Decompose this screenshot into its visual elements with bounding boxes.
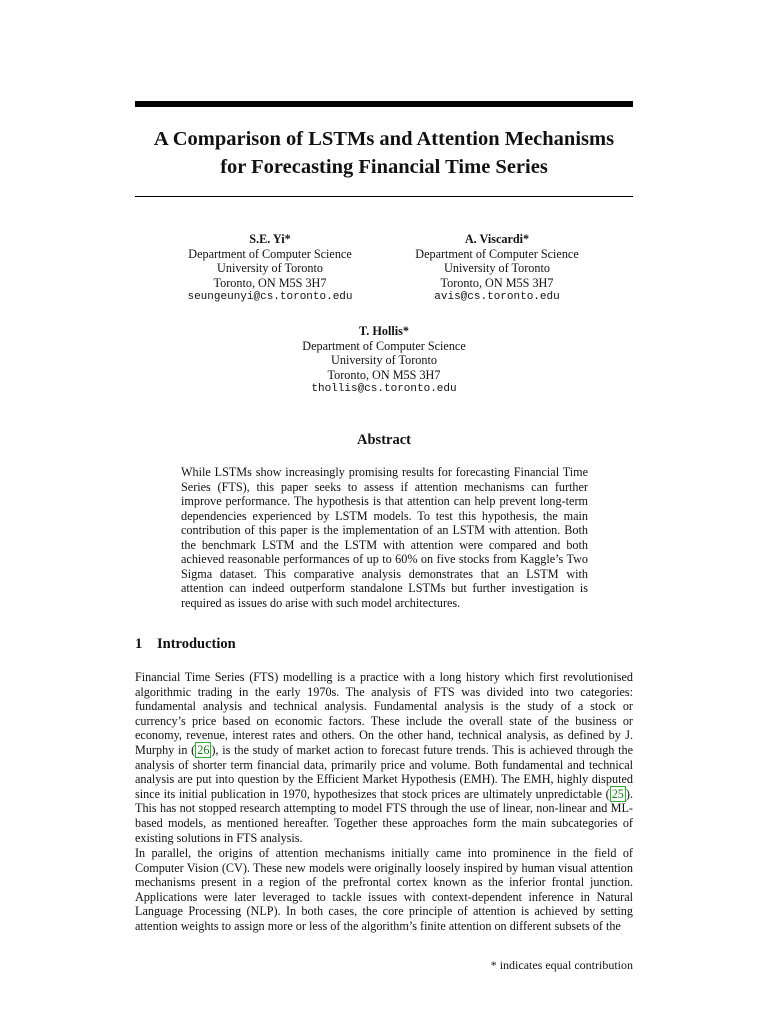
section-number: 1 [135,636,143,652]
author-dept: Department of Computer Science [302,338,466,353]
author-univ: University of Toronto [331,353,437,368]
author-dept: Department of Computer Science [188,246,352,261]
author-name: T. Hollis* [359,324,409,338]
author-name: A. Viscardi* [464,232,530,246]
abstract-heading: Abstract [357,432,411,448]
intro-paragraph-1 [135,670,633,845]
title-rule [135,196,633,197]
intro-text-b: ), is the study of market action to forecast future trends. This is achieved through the analysis of shorter term financial data, primarily price and volume. Both fundamental and technical analysis are put into question by the Efficient Market Hypothesis (EMH). The EMH, highly disputed since its initial publication in 1970, hypothesizes that stock prices are ultimately unpredictable ( [135,742,634,801]
paper-title [100,125,668,181]
section-heading [135,636,236,653]
author-block-2 [397,232,597,305]
footnote: * indicates equal contribution [490,958,633,972]
author-address: Toronto, ON M5S 3H7 [327,367,441,382]
author-univ: University of Toronto [444,261,550,276]
top-rule [135,101,633,107]
author-email: thollis@cs.toronto.edu [311,383,457,396]
citation-link[interactable]: 25 [611,786,624,801]
intro-paragraph-2: In parallel, the origins of attention mechanisms initially came into prominence in the field of Computer Vision (CV). These new models were originally loosely inspired by human visual attention mechanisms present in a region of the prefrontal cortex known as the inferior frontal junction. Applications were later leveraged to tackle issues with context-dependent inference in Natural Language Processing (NLP). In both cases, the core principle of attention is achieved by setting attention weights to assign more or less of the algorithm’s finite attention on different subsets of the [135,846,633,933]
abstract-text: While LSTMs show increasingly promising results for forecasting Financial Time Series (FTS), this paper seeks to assess if attention mechanisms can further improve performance. The hypothesis is that attention can help prevent long-term dependencies experienced by LSTM models. To test this hypothesis, the main contribution of this paper is the implementation of an LSTM with attention. Both the benchmark LSTM and the LSTM with attention were compared and both achieved reasonable performances of up to 60% on five stocks from Kaggle’s Two Sigma dataset. This comparative analysis demonstrates that an LSTM with attention can indeed outperform standalone LSTMs but further investigation is required as issues do arise with such model architectures. [181,465,588,610]
citation-link[interactable]: 26 [197,742,210,757]
author-block-3 [284,324,484,397]
title-line-2: for Forecasting Financial Time Series [220,156,548,178]
author-address: Toronto, ON M5S 3H7 [213,275,327,290]
author-univ: University of Toronto [217,261,323,276]
intro-text-a: Financial Time Series (FTS) modelling is a practice with a long history which first revolutionised algorithmic trading in the early 1970s. The analysis of FTS was divided into two categories: fundamental analysis and technical analysis. Fundamental analysis is the study of a stock or currency’s price based on economic factors. These include the overall state of the business or economy, revenue, interest rates and others. On the other hand, technical analysis, as defined by J. Murphy in ( [135,670,633,757]
section-title: Introduction [157,636,236,652]
intro-text-c: ). This has not stopped research attempting to model FTS through the use of linear, non-linear and ML-based models, as mentioned hereafter. Together these approaches form the main subcategories of existing solutions in FTS analysis. [135,786,633,845]
author-name: S.E. Yi* [249,232,291,246]
title-line-1: A Comparison of LSTMs and Attention Mechanisms [153,128,615,150]
author-block-1 [170,232,370,305]
author-address: Toronto, ON M5S 3H7 [440,275,554,290]
author-dept: Department of Computer Science [415,246,579,261]
author-email: seungeunyi@cs.toronto.edu [187,291,353,304]
author-email: avis@cs.toronto.edu [434,291,560,304]
